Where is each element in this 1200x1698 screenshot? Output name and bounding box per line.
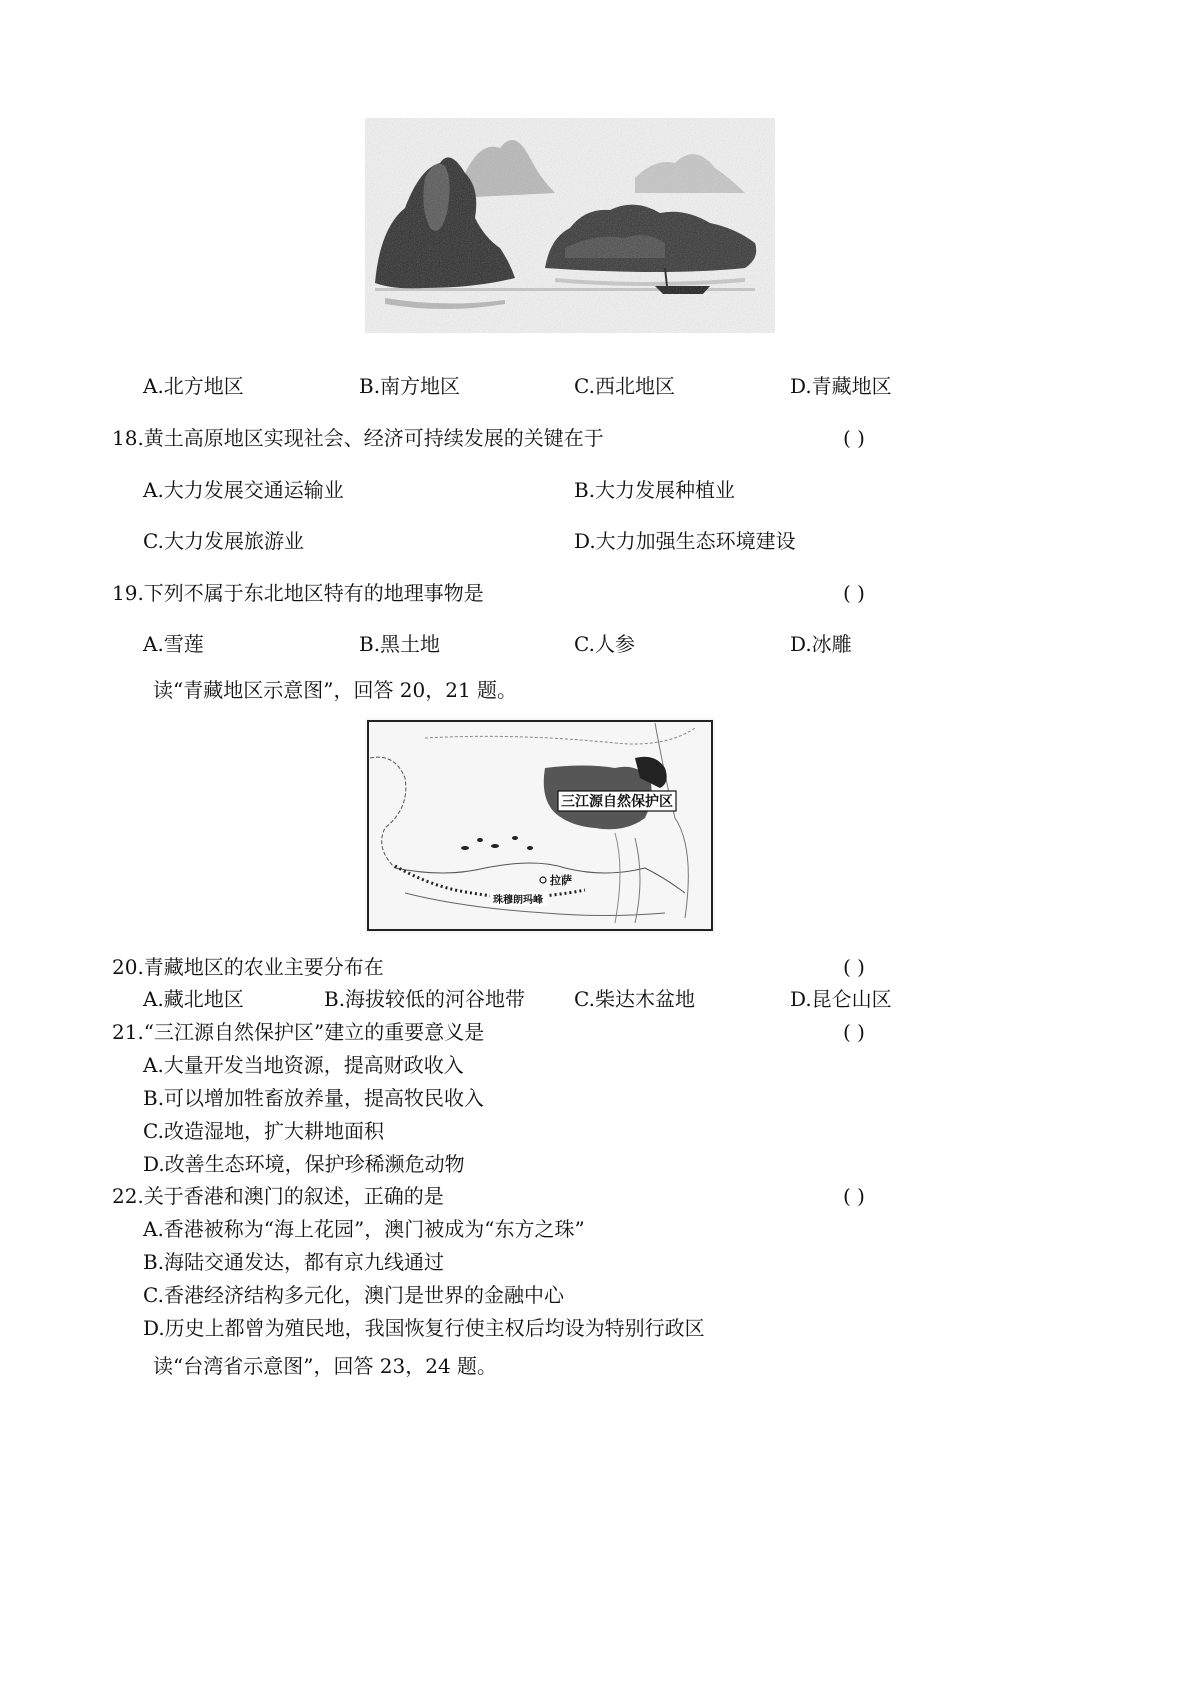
q22-option-c: C.香港经济结构多元化，澳门是世界的金融中心 bbox=[143, 1283, 564, 1307]
q22-option-a: A.香港被称为“海上花园”，澳门被成为“东方之珠” bbox=[143, 1217, 585, 1241]
q22-stem: 22.关于香港和澳门的叙述，正确的是 bbox=[112, 1184, 444, 1208]
qinghai-tibet-map bbox=[365, 718, 715, 933]
q18-answer-blank: ( ) bbox=[843, 426, 865, 450]
map-label-lasa: 拉萨 bbox=[550, 874, 572, 887]
intro-23-24: 读“台湾省示意图”，回答 23，24 题。 bbox=[153, 1354, 498, 1378]
q20-option-c: C.柴达木盆地 bbox=[574, 987, 695, 1011]
q18-option-a: A.大力发展交通运输业 bbox=[143, 478, 344, 502]
intro-20-21: 读“青藏地区示意图”，回答 20，21 题。 bbox=[153, 678, 518, 702]
q17-option-d: D.青藏地区 bbox=[790, 374, 892, 398]
q21-option-b: B.可以增加牲畜放养量，提高牧民收入 bbox=[143, 1086, 485, 1110]
q18-option-c: C.大力发展旅游业 bbox=[143, 529, 304, 553]
q20-stem: 20.青藏地区的农业主要分布在 bbox=[112, 955, 384, 979]
q19-option-b: B.黑土地 bbox=[359, 632, 441, 656]
q17-option-c: C.西北地区 bbox=[574, 374, 675, 398]
q18-stem: 18.黄土高原地区实现社会、经济可持续发展的关键在于 bbox=[112, 426, 604, 450]
map-label-sanjiangyuan: 三江源自然保护区 bbox=[561, 794, 673, 810]
q21-answer-blank: ( ) bbox=[843, 1020, 865, 1044]
q18-option-d: D.大力加强生态环境建设 bbox=[574, 529, 796, 553]
q22-option-d: D.历史上都曾为殖民地，我国恢复行使主权后均设为特别行政区 bbox=[143, 1316, 705, 1340]
q17-option-b: B.南方地区 bbox=[359, 374, 461, 398]
q20-option-a: A.藏北地区 bbox=[143, 987, 244, 1011]
q21-option-d: D.改善生态环境，保护珍稀濒危动物 bbox=[143, 1152, 465, 1176]
q21-option-c: C.改造湿地，扩大耕地面积 bbox=[143, 1119, 384, 1143]
q19-option-d: D.冰雕 bbox=[790, 632, 852, 656]
q20-answer-blank: ( ) bbox=[843, 955, 865, 979]
q19-option-c: C.人参 bbox=[574, 632, 635, 656]
q21-stem: 21.“三江源自然保护区”建立的重要意义是 bbox=[112, 1020, 485, 1044]
q20-option-b: B.海拔较低的河谷地带 bbox=[324, 987, 526, 1011]
q19-answer-blank: ( ) bbox=[843, 581, 865, 605]
landscape-illustration bbox=[365, 118, 775, 333]
q22-answer-blank: ( ) bbox=[843, 1184, 865, 1208]
q20-option-d: D.昆仑山区 bbox=[790, 987, 892, 1011]
q19-option-a: A.雪莲 bbox=[143, 632, 204, 656]
q21-option-a: A.大量开发当地资源，提高财政收入 bbox=[143, 1053, 464, 1077]
q19-stem: 19.下列不属于东北地区特有的地理事物是 bbox=[112, 581, 484, 605]
q17-option-a: A.北方地区 bbox=[143, 374, 244, 398]
q22-option-b: B.海陆交通发达，都有京九线通过 bbox=[143, 1250, 445, 1274]
q18-option-b: B.大力发展种植业 bbox=[574, 478, 736, 502]
map-label-peak: 珠穆朗玛峰 bbox=[493, 895, 543, 906]
